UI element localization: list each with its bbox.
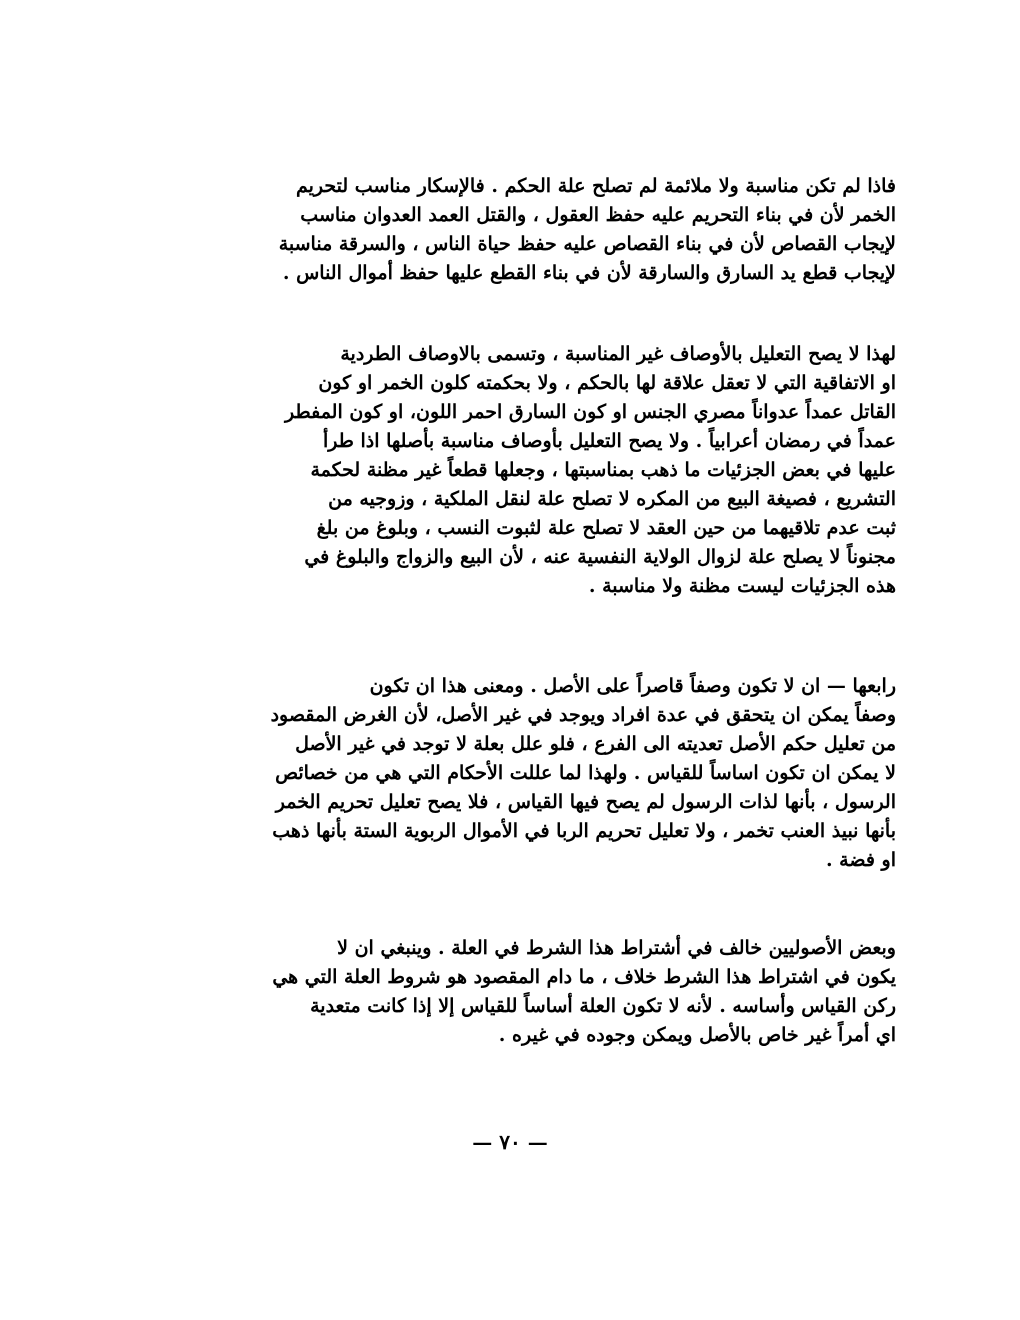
paragraph-2 — [180, 340, 896, 601]
paragraph-3 — [180, 672, 896, 875]
text-line: او فضة . — [825, 849, 896, 871]
text-line: عليها في بعض الجزئيات ما ذهب بمناسبتها ، وجعلها قطعاً غير مظنة لحكمة — [310, 459, 896, 481]
text-line: يكون في اشتراط هذا الشرط خلاف ، ما دام المقصود هو شروط العلة التي هي — [272, 966, 896, 988]
text-line: رابعها — ان لا تكون وصفاً قاصراً على الأصل . ومعنى هذا ان تكون — [369, 675, 896, 697]
text-line: التشريع ، فصيغة البيع من المكره لا تصلح علة لنقل الملكية ، وزوجيه من — [328, 488, 896, 510]
text-line: مجنوناً لا يصلح علة لزوال الولاية النفسية عنه ، لأن البيع والزواج والبلوغ في — [304, 546, 896, 568]
text-line: عمداً في رمضان أعرابياً . ولا يصح التعليل بأوصاف مناسبة بأصلها اذا طرأ — [322, 430, 896, 452]
text-line: من تعليل حكم الأصل تعديته الى الفرع ، فلو علل بعلة لا توجد في غير الأصل — [295, 733, 896, 755]
text-line: ثبت عدم تلاقيهما من حين العقد لا تصلح علة لثبوت النسب ، وبلوغ من بلغ — [316, 517, 896, 539]
text-line: ركن القياس وأساسه . لأنه لا تكون العلة أساساً للقياس إلا إذا كانت متعدية — [310, 995, 896, 1017]
paragraph-4 — [180, 934, 896, 1050]
text-line: الخمر لأن في بناء التحريم عليه حفظ العقول ، والقتل العمد العدوان مناسب — [300, 204, 896, 226]
page-number: — ٧٠ — — [472, 1130, 548, 1154]
text-line: بأنها نبيذ العنب تخمر ، ولا تعليل تحريم الربا في الأموال الربوية الستة بأنها ذهب — [272, 820, 896, 842]
paragraph-1 — [180, 172, 896, 288]
text-line: الرسول ، بأنها لذات الرسول لم يصح فيها القياس ، فلا يصح تعليل تحريم الخمر — [275, 791, 896, 813]
text-line: او الاتفاقية التي لا تعقل علاقة لها بالحكم ، ولا بحكمته كلون الخمر او كون — [318, 372, 896, 394]
text-line: لهذا لا يصح التعليل بالأوصاف غير المناسبة ، وتسمى بالاوصاف الطردية — [340, 343, 896, 365]
text-line: فاذا لم تكن مناسبة ولا ملائمة لم تصلح علة الحكم . فالإسكار مناسب لتحريم — [295, 175, 896, 197]
text-line: وصفاً يمكن ان يتحقق في عدة افراد ويوجد في غير الأصل، لأن الغرض المقصود — [270, 704, 896, 726]
text-line: لإيجاب قطع يد السارق والسارقة لأن في بناء القطع عليها حفظ أموال الناس . — [282, 262, 896, 284]
text-line: هذه الجزئيات ليست مظنة ولا مناسبة . — [588, 575, 896, 597]
text-line: لا يمكن ان تكون اساساً للقياس . ولهذا لما عللت الأحكام التي هي من خصائص — [275, 762, 896, 784]
text-line: القاتل عمداً عدواناً مصري الجنس او كون السارق احمر اللون، او كون المفطر — [285, 401, 896, 423]
text-line: لإيجاب القصاص لأن في بناء القصاص عليه حفظ حياة الناس ، والسرقة مناسبة — [278, 233, 896, 255]
text-line: اي أمراً غير خاص بالأصل ويمكن وجوده في غيره . — [498, 1024, 896, 1046]
text-line: وبعض الأصوليين خالف في أشتراط هذا الشرط في العلة . وينبغي ان لا — [337, 937, 896, 959]
